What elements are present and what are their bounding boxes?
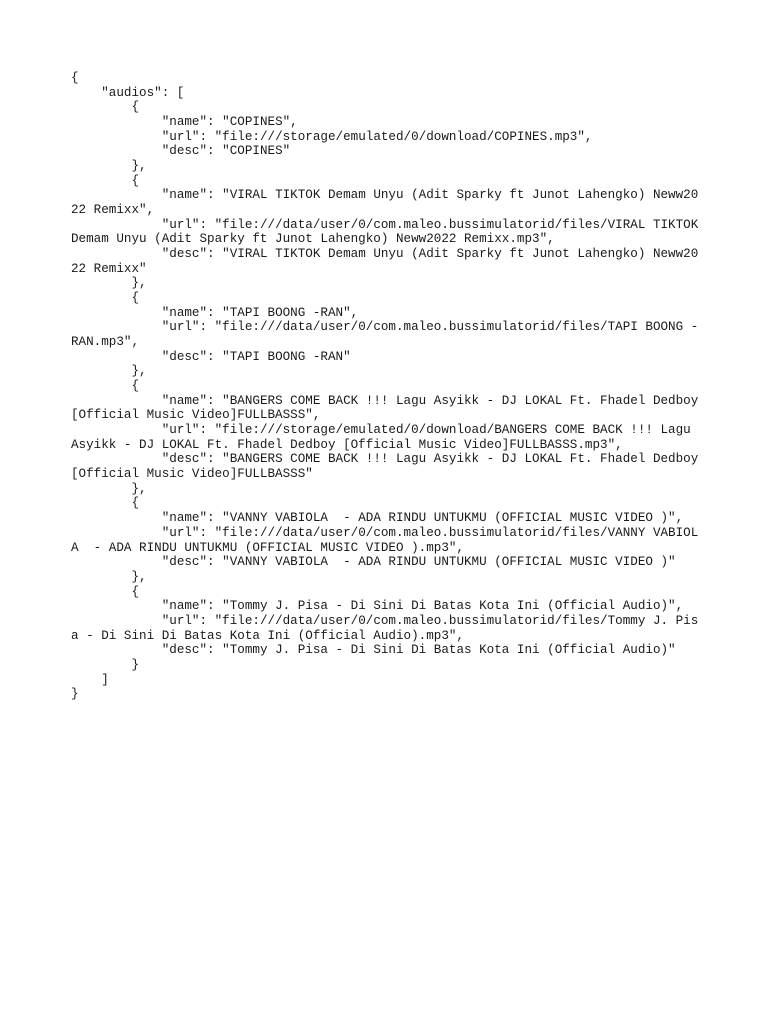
document-line: "url": "file:///storage/emulated/0/download/BANGERS COME BACK !!! Lagu Asyikk - DJ LOKAL Ft. Fhadel Dedboy [Official Music Video]FULLBASSS.mp3", [71,423,699,452]
document-line: "name": "VANNY VABIOLA - ADA RINDU UNTUKMU (OFFICIAL MUSIC VIDEO )", [71,511,684,526]
document-line: { [71,173,140,188]
document-line: "url": "file:///data/user/0/com.maleo.bussimulatorid/files/VIRAL TIKTOK Demam Unyu (Adit Sparky ft Junot Lahengko) Neww2022 Remixx.mp3", [71,217,706,247]
document-line: "desc": "VANNY VABIOLA - ADA RINDU UNTUKMU (OFFICIAL MUSIC VIDEO )" [71,555,676,570]
document-line: { [71,71,79,85]
document-line: "desc": "TAPI BOONG -RAN" [71,349,351,364]
document-line: { [71,291,140,306]
document-line: }, [71,159,147,174]
document-line: "url": "file:///data/user/0/com.maleo.bussimulatorid/files/Tommy J. Pisa - Di Sini Di Batas Kota Ini (Official Audio).mp3", [71,613,699,643]
document-line: ] [71,672,109,687]
document-line: "name": "VIRAL TIKTOK Demam Unyu (Adit Sparky ft Junot Lahengko) Neww2022 Remixx", [71,188,699,218]
document-line: "url": "file:///data/user/0/com.maleo.bussimulatorid/files/VANNY VABIOLA - ADA RINDU UNTUKMU (OFFICIAL MUSIC VIDEO ).mp3", [71,525,699,555]
document-line: "desc": "COPINES" [71,144,291,159]
document-line: }, [71,481,147,496]
document-line: } [71,657,140,672]
document-line: { [71,379,140,394]
document-line: }, [71,364,147,379]
document-line: "name": "TAPI BOONG -RAN", [71,305,359,320]
document-line: }, [71,276,147,291]
document-line: "url": "file:///data/user/0/com.maleo.bussimulatorid/files/TAPI BOONG -RAN.mp3", [71,320,699,350]
document-line: "name": "COPINES", [71,115,298,130]
document-line: { [71,100,140,115]
document-line: }, [71,569,147,584]
document-line: "name": "Tommy J. Pisa - Di Sini Di Batas Kota Ini (Official Audio)", [71,599,684,614]
document-line: "url": "file:///storage/emulated/0/download/COPINES.mp3", [71,129,593,144]
document-line: "name": "BANGERS COME BACK !!! Lagu Asyikk - DJ LOKAL Ft. Fhadel Dedboy [Official Music Video]FULLBASSS", [71,393,706,423]
document-line: { [71,584,140,599]
document-line: "desc": "Tommy J. Pisa - Di Sini Di Batas Kota Ini (Official Audio)" [71,643,676,658]
document-line: "audios": [ [71,85,185,100]
json-text-content [71,71,706,702]
document-line: "desc": "BANGERS COME BACK !!! Lagu Asyikk - DJ LOKAL Ft. Fhadel Dedboy [Official Music Video]FULLBASSS" [71,452,706,482]
document-line: "desc": "VIRAL TIKTOK Demam Unyu (Adit Sparky ft Junot Lahengko) Neww2022 Remixx" [71,247,699,276]
document-line: } [71,687,79,702]
document-line: { [71,496,140,511]
